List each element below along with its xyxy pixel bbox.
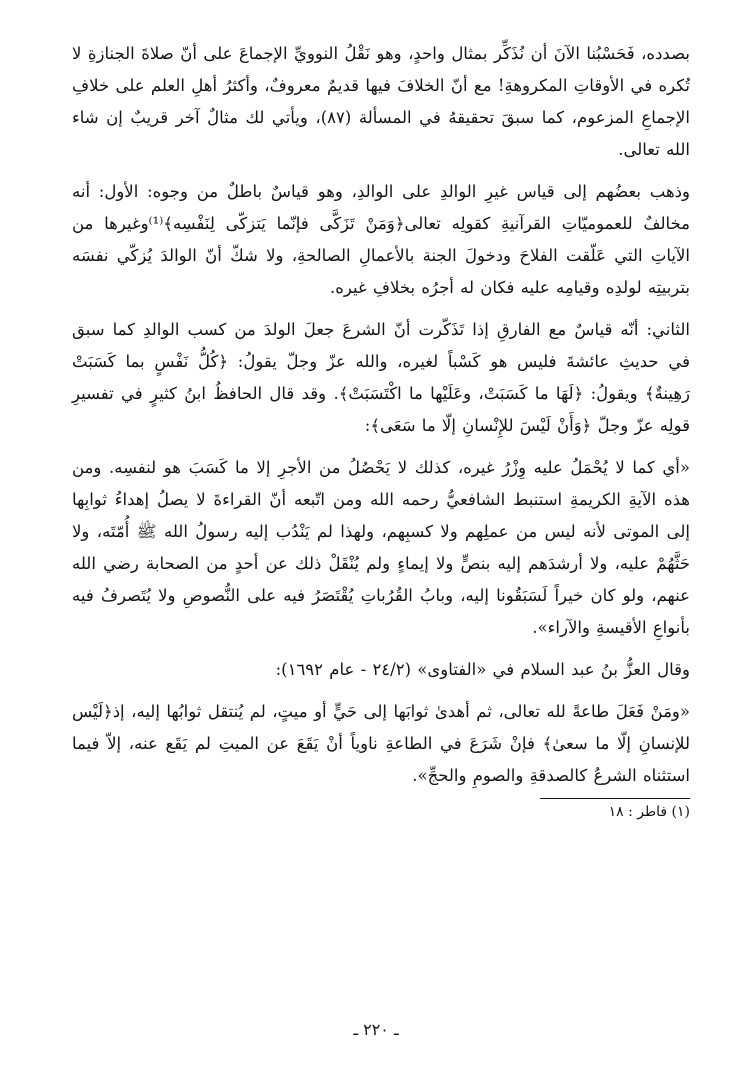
footnote: (١) فاطر : ١٨ xyxy=(608,804,690,820)
page-number: ـ ٢٢٠ ـ xyxy=(353,1020,399,1039)
paragraph-intro: بصدده، فَحَسْبُنا الآنَ أن نُذَكِّر بمثال واحدٍ، وهو نَقْلُ النوويِّ الإجماعَ على أنّ صلاةَ الجنازةِ لا تُكره في الأوقاتِ المكروهةِ! مع أنّ الخلافَ فيها قديمٌ معروفٌ، وأكثرُ أهلِ العلم على خلافِ الإجماعِ المزعوم، كما سبقَ تحقيقهُ في المسألة (٨٧)، ويأتي لك مثالٌ آخر قريبٌ إن شاء الله تعالى. xyxy=(72,44,690,159)
paragraph-second-reason: الثاني: أنّه قياسٌ مع الفارقِ إذا تَذَكّرت أنّ الشرعَ جعلَ الولدَ من كسب الوالدِ كما سبق في حديثِ عائشةَ فليس هو كَسْباً لغيره، والله عزّ وجلّ يقولُ: ﴿كُلُّ نَفْسٍ بما كَسَبَتْ رَهِينةٌ﴾ ويقولُ: ﴿لَهَا ما كَسَبَتْ، وعَلَيْها ما اكْتَسَبَتْ﴾. وقد قال الحافظُ ابنُ كثيرٍ في تفسيرِ قولِه عزّ وجلّ ﴿وَأَنْ لَيْسَ للإِنْسانِ إلّا ما سَعَى﴾: xyxy=(72,320,690,435)
quote-ibn-kathir: «أي كما لا يُحْمَلُ عليه وِزْرُ غيره، كذلك لا يَحْصُلُ من الأجرِ إلا ما كَسَبَ هو لنفسِه. ومن هذه الآيةِ الكريمةِ استنبط الشافعيُّ رحمه الله ومن اتّبعه أنّ القراءةَ لا يصلُ إهداءُ ثوابِها إلى الموتى لأنه ليس من عملِهم ولا كسبِهم، ولهذا لم يَنْدُب إليه رسولُ الله ﷺ أُمّتَه، ولا حَثَّهُمْ عليه، ولا أرشدَهم إليه بنصٍّ ولا إيماءٍ ولم يُنْقَلْ ذلك عن أحدٍ من الصحابة رضي الله عنهم، ولو كان خيراً لَسَبَقُونا إليه، وبابُ القُرُباتِ يُقْتَصَرُ فيه على النُّصوصِ ولا يُتَصرفُ فيه بأنواعِ الأقيسةِ والآراء». xyxy=(72,458,690,637)
paragraph-izz-intro: وقال العزُّ بنُ عبد السلام في «الفتاوى» (٢٤/٢ - عام ١٦٩٢): xyxy=(275,660,690,679)
footnote-divider xyxy=(540,798,690,799)
quote-izz-fatawa: «ومَنْ فَعَلَ طاعةً لله تعالى، ثم أهدىٰ ثوابَها إلى حَيٍّ أو ميتٍ، لم يُنتقل ثوابُها إليه، إذ﴿لَيْس للإنسانِ إلّا ما سعىٰ﴾ فإنْ شَرَعَ في الطاعةِ ناوياً أنْ يَقَعَ عن الميتِ لم يَقَع عنه، إلاّ فيما استثناه الشرعُ كالصدقةِ والصومِ والحجِّ». xyxy=(72,702,690,785)
paragraph-first-reason: وذهب بعضُهم إلى قياس غيرِ الوالدِ على الوالدِ، وهو قياسٌ باطلٌ من وجوه: الأول: أنه مخالفٌ للعموميّاتِ القرآنيةِ كقولِه تعالى﴿وَمَنْ تَزَكَّى فإنّما يَتزكّى لِنَفْسِه﴾⁽¹⁾وغيرها من الآياتِ التي عَلّقت الفلاحَ ودخولَ الجنة بالأعمالِ الصالحةِ، ولا شكّ أنّ الوالدَ يُزكّي نفسَه بتربيتِه لولدِه وقيامِه عليه فكان له أجرُه بخلافِ غيره. xyxy=(72,182,690,297)
